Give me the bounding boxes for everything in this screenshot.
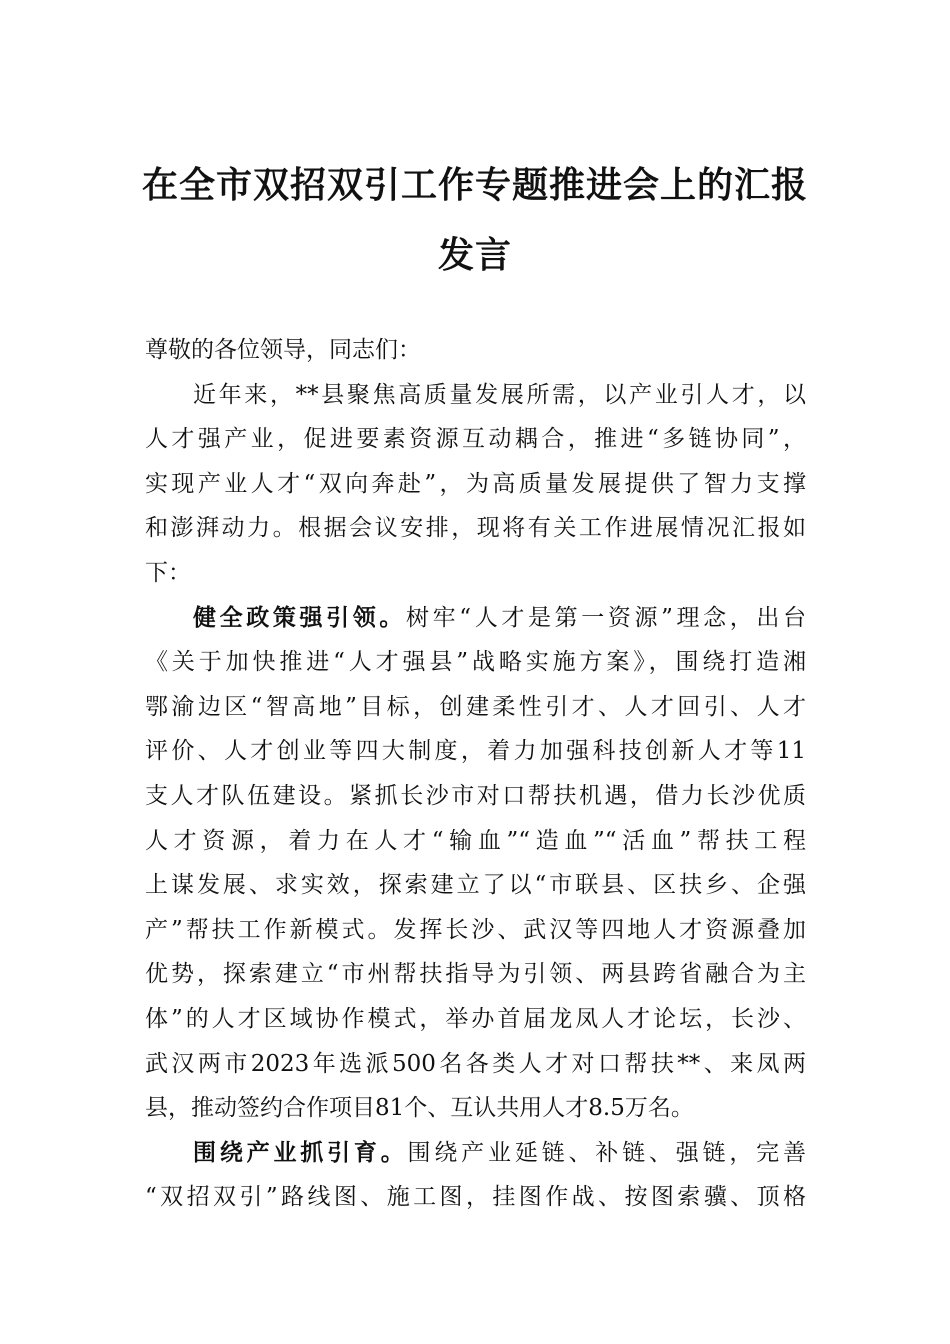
document-title — [0, 150, 950, 290]
line-text: 鄂渝边区“智高地”目标，创建柔性引才、人才回引、人才 — [145, 693, 806, 720]
line-text: 人才强产业，促进要素资源互动耦合，推进“多链协同”， — [145, 426, 806, 453]
paragraph-line — [145, 462, 806, 507]
paragraph-line — [145, 685, 806, 730]
greeting: 尊敬的各位领导，同志们： — [145, 337, 421, 363]
paragraph-line — [145, 1131, 806, 1176]
paragraph-line — [145, 1175, 806, 1220]
line-text: 人才资源，着力在人才“输血”“造血”“活血”帮扶工程 — [145, 827, 806, 854]
paragraph — [145, 596, 806, 1131]
line-text: 近年来，**县聚焦高质量发展所需，以产业引人才，以 — [193, 381, 806, 408]
paragraph-line — [145, 729, 806, 774]
line-text: 实现产业人才“双向奔赴”，为高质量发展提供了智力支撑 — [145, 470, 806, 497]
paragraph-line — [145, 774, 806, 819]
paragraph-line — [145, 596, 806, 641]
line-text: 体”的人才区域协作模式，举办首届龙凤人才论坛，长沙、 — [145, 1005, 806, 1032]
line-text: 下： — [145, 559, 191, 586]
line-text: 上谋发展、求实效，探索建立了以“市联县、区扶乡、企强 — [145, 872, 806, 899]
paragraph-line — [145, 551, 806, 596]
paragraph — [145, 373, 806, 596]
paragraph-line — [145, 373, 806, 418]
title-line-1: 在全市双招双引工作专题推进会上的汇报 — [141, 164, 808, 206]
paragraph-lead-heading: 健全政策强引领。 — [193, 604, 407, 631]
paragraph-line — [145, 997, 806, 1042]
line-text: 树牢“人才是第一资源”理念，出台 — [406, 604, 806, 631]
line-text: 优势，探索建立“市州帮扶指导为引领、两县跨省融合为主 — [145, 961, 806, 988]
document-body — [145, 328, 806, 1220]
paragraph-line — [145, 640, 806, 685]
line-text: 《关于加快推进“人才强县”战略实施方案》，围绕打造湘 — [145, 649, 806, 676]
line-text: 武汉两市2023年选派500名各类人才对口帮扶**、来凤两 — [145, 1050, 806, 1077]
paragraph-line — [145, 1042, 806, 1087]
paragraph-line — [145, 506, 806, 551]
line-text: 和澎湃动力。根据会议安排，现将有关工作进展情况汇报如 — [145, 515, 806, 542]
paragraph-line — [145, 417, 806, 462]
line-text: 支人才队伍建设。紧抓长沙市对口帮扶机遇，借力长沙优质 — [145, 782, 806, 809]
paragraph-line — [145, 863, 806, 908]
line-text: 产”帮扶工作新模式。发挥长沙、武汉等四地人才资源叠加 — [145, 916, 806, 943]
paragraph-lead-heading: 围绕产业抓引育。 — [193, 1139, 408, 1166]
paragraph-line — [145, 952, 806, 997]
line-text: 评价、人才创业等四大制度，着力加强科技创新人才等11 — [145, 738, 806, 765]
paragraph-line — [145, 819, 806, 864]
paragraph-line — [145, 908, 806, 953]
paragraph-line — [145, 1086, 806, 1131]
line-text: “双招双引”路线图、施工图，挂图作战、按图索骥、顶格 — [145, 1184, 806, 1211]
title-line-2: 发言 — [437, 234, 512, 276]
paragraph — [145, 1131, 806, 1220]
line-text: 县，推动签约合作项目81个、互认共用人才8.5万名。 — [145, 1095, 694, 1122]
line-text: 围绕产业延链、补链、强链，完善 — [407, 1139, 807, 1166]
